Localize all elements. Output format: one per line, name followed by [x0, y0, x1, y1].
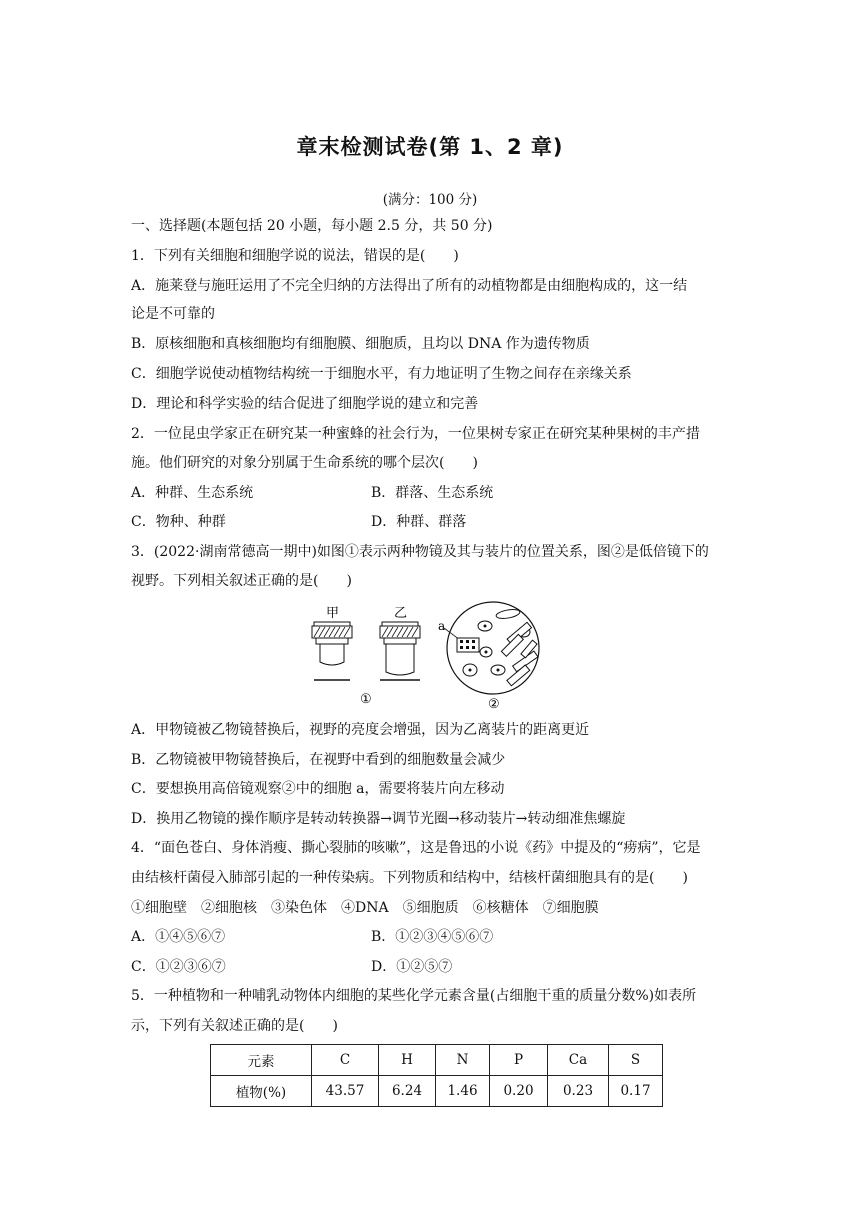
table-cell: H [379, 1045, 436, 1076]
page-title: 章末检测试卷(第 1、2 章) [296, 135, 564, 159]
table-cell: Ca [548, 1045, 609, 1076]
objective-jia [312, 606, 352, 680]
q5-stem-cont: 示，下列有关叙述正确的是( ) [131, 1018, 338, 1034]
full-score-note: (满分：100 分) [382, 192, 478, 208]
table-cell: 6.24 [379, 1076, 436, 1107]
label-figure-2: ② [488, 697, 500, 710]
q4-option-b: B．①②③④⑤⑥⑦ [371, 929, 494, 945]
field-of-view [438, 602, 539, 694]
table-cell: S [609, 1045, 663, 1076]
microscope-figure [300, 600, 560, 710]
q1-option-c: C．细胞学说使动植物结构统一于细胞水平，有力地证明了生物之间存在亲缘关系 [131, 366, 632, 382]
q4-stem-cont: 由结核杆菌侵入肺部引起的一种传染病。下列物质和结构中，结核杆菌细胞具有的是( ) [131, 870, 688, 886]
q3-stem-cont: 视野。下列相关叙述正确的是( ) [131, 573, 352, 589]
q2-stem: 2．一位昆虫学家正在研究某一种蜜蜂的社会行为，一位果树专家正在研究某种果树的丰产措 [131, 426, 700, 442]
q4-stem: 4．“面色苍白、身体消瘦、撕心裂肺的咳嗽”，这是鲁迅的小说《药》中提及的“痨病”，它是 [131, 840, 701, 856]
label-figure-1: ① [360, 692, 372, 707]
q5-stem: 5．一种植物和一种哺乳动物体内细胞的某些化学元素含量(占细胞干重的质量分数%)如表所 [131, 988, 697, 1004]
table-cell: N [436, 1045, 490, 1076]
label-jia: 甲 [326, 606, 340, 621]
table-cell: 0.20 [490, 1076, 548, 1107]
q4-option-c: C．①②③⑥⑦ [131, 959, 226, 975]
q4-items: ①细胞壁 ②细胞核 ③染色体 ④DNA ⑤细胞质 ⑥核糖体 ⑦细胞膜 [131, 900, 599, 916]
q3-stem: 3．(2022·湖南常德高一期中)如图①表示两种物镜及其与装片的位置关系，图②是低倍镜下的 [131, 544, 709, 560]
q2-stem-cont: 施。他们研究的对象分别属于生命系统的哪个层次( ) [131, 455, 478, 471]
table-row [211, 1076, 663, 1107]
q2-option-d: D．种群、群落 [371, 514, 467, 530]
table-cell: C [312, 1045, 379, 1076]
table-cell: 1.46 [436, 1076, 490, 1107]
table-cell: 植物(%) [211, 1076, 312, 1107]
q3-option-d: D．换用乙物镜的操作顺序是转动转换器→调节光圈→移动装片→转动细准焦螺旋 [131, 811, 626, 827]
q2-option-b: B．群落、生态系统 [371, 485, 494, 501]
table-header-row [211, 1045, 663, 1076]
label-cell-a: a [438, 619, 446, 633]
label-yi: 乙 [394, 606, 408, 621]
q1-stem: 1．下列有关细胞和细胞学说的说法，错误的是( ) [131, 248, 459, 264]
table-cell: 0.17 [609, 1076, 663, 1107]
q2-option-a: A．种群、生态系统 [131, 485, 254, 501]
q3-option-c: C．要想换用高倍镜观察②中的细胞 a，需要将装片向左移动 [131, 781, 505, 797]
q2-option-c: C．物种、种群 [131, 514, 226, 530]
element-content-table [210, 1044, 663, 1107]
q3-option-b: B．乙物镜被甲物镜替换后，在视野中看到的细胞数量会减少 [131, 752, 506, 768]
table-cell: 43.57 [312, 1076, 379, 1107]
q1-option-a-cont: 论是不可靠的 [131, 306, 215, 322]
q1-option-a: A．施莱登与施旺运用了不完全归纳的方法得出了所有的动植物都是由细胞构成的，这一结 [131, 278, 688, 294]
table-cell: 0.23 [548, 1076, 609, 1107]
q1-option-d: D．理论和科学实验的结合促进了细胞学说的建立和完善 [131, 396, 479, 412]
q4-option-a: A．①④⑤⑥⑦ [131, 929, 226, 945]
section-heading: 一、选择题(本题包括 20 小题，每小题 2.5 分，共 50 分) [131, 218, 493, 234]
table-cell: P [490, 1045, 548, 1076]
q3-option-a: A．甲物镜被乙物镜替换后，视野的亮度会增强，因为乙离装片的距离更近 [131, 722, 590, 738]
objective-yi [380, 606, 420, 680]
q4-option-d: D．①②⑤⑦ [371, 959, 453, 975]
table-cell: 元素 [211, 1045, 312, 1076]
q1-option-b: B．原核细胞和真核细胞均有细胞膜、细胞质，且均以 DNA 作为遗传物质 [131, 336, 590, 352]
